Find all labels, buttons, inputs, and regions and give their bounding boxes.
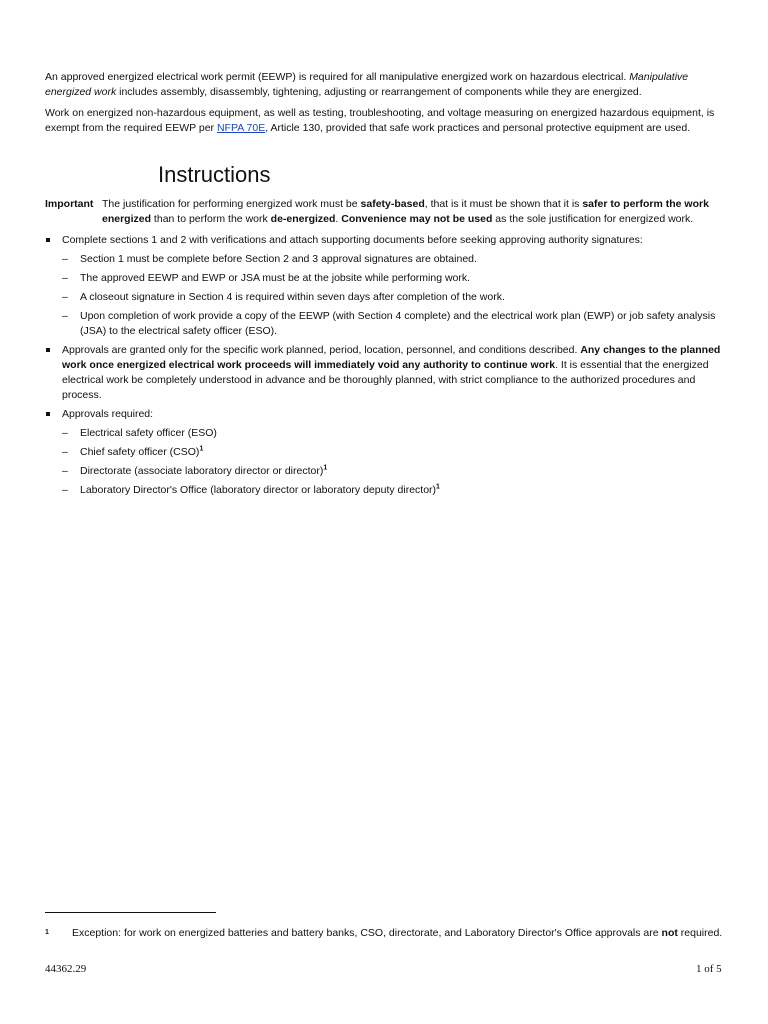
approval-ldo: Laboratory Director's Office (laboratory director or laboratory deputy director) [80,484,437,496]
list-item: – Section 1 must be complete before Section 2 and 3 approval signatures are obtained. [62,252,735,267]
footnote-t2: required. [677,927,723,939]
approval-directorate: Directorate (associate laboratory director or director) [80,465,324,477]
important-t2: , that is it must be shown that it is [424,198,583,210]
important-b2: safer to perform the work energized [102,198,709,225]
important-b3: de-energized [270,213,336,225]
list-item-complete-sections [45,233,735,339]
list-item [62,445,735,460]
important-t1: The justification for performing energized work must be [102,198,361,210]
important-text [102,197,732,227]
intro-p1-italic: Manipulative energized work [45,71,689,98]
intro-p2-text: Work on energized non-hazardous equipment, as well as testing, troubleshooting, and voltage measuring on energized hazardous equipment, is exempt from the required EEWP per [45,107,715,134]
sublist-approvals [62,426,735,498]
bullet1-text: Complete sections 1 and 2 with verifications and attach supporting documents before seeking approving authority signatures: [62,234,643,246]
list-item-approvals-granted [45,343,735,403]
document-number: 44362.29 [45,963,87,975]
instructions-list [45,233,735,502]
important-t5: as the sole justification for energized work. [492,213,694,225]
sublist-complete-sections [62,252,735,339]
intro-p1-text: An approved energized electrical work permit (EEWP) is required for all manipulative energized work on hazardous electrical. [45,71,630,83]
approval-cso: Chief safety officer (CSO) [80,446,200,458]
footnote-t1: Exception: for work on energized batteries and battery banks, CSO, directorate, and Laboratory Director's Office approvals are [72,927,662,939]
intro-paragraph-1 [45,70,725,100]
intro-p2-rest: , Article 130, provided that safe work practices and personal protective equipment are used. [265,122,691,134]
bullet3-text: Approvals required: [62,408,154,420]
intro-p1-rest: includes assembly, disassembly, tightening, adjusting or rearrangement of components while they are energized. [116,86,642,98]
footnote-ref: 1 [199,445,204,453]
important-label: Important [45,198,94,210]
footnote-divider [45,912,216,913]
nfpa-70e-link[interactable]: NFPA 70E [216,122,266,134]
important-b4: Convenience may not be used [341,213,493,225]
list-item: – Electrical safety officer (ESO) [62,426,735,441]
footnote-bold: not [661,927,678,939]
page-number: 1 of 5 [696,963,722,975]
list-item: – Upon completion of work provide a copy of the EEWP (with Section 4 complete) and the electrical work plan (EWP) or job safety analysis (JSA) to the electrical safety officer (ESO). [62,309,735,339]
bullet2-t2: . It is essential that the energized electrical work be completely understood in advance and be thoroughly planned, with strict compliance to the authorized procedures and process. [62,359,709,401]
list-item [62,464,735,479]
list-item [62,483,735,498]
footnote-ref: 1 [323,464,328,472]
bullet2-bold: Any changes to the planned work once energized electrical work proceeds will immediately void any authority to continue work [62,344,721,371]
footnote-mark: 1 [45,929,49,936]
important-t4: . [335,213,342,225]
footnote-text [72,926,732,941]
bullet2-t1: Approvals are granted only for the specific work planned, period, location, personnel, and conditions described. [62,344,581,356]
important-b1: safety-based [360,198,425,210]
important-t3: than to perform the work [151,213,271,225]
page-title: Instructions [158,162,271,187]
footnote-ref: 1 [436,483,440,491]
list-item: – A closeout signature in Section 4 is required within seven days after completion of the work. [62,290,735,305]
list-item-approvals-required [45,407,735,498]
intro-paragraph-2 [45,106,725,136]
list-item: – The approved EEWP and EWP or JSA must be at the jobsite while performing work. [62,271,735,286]
